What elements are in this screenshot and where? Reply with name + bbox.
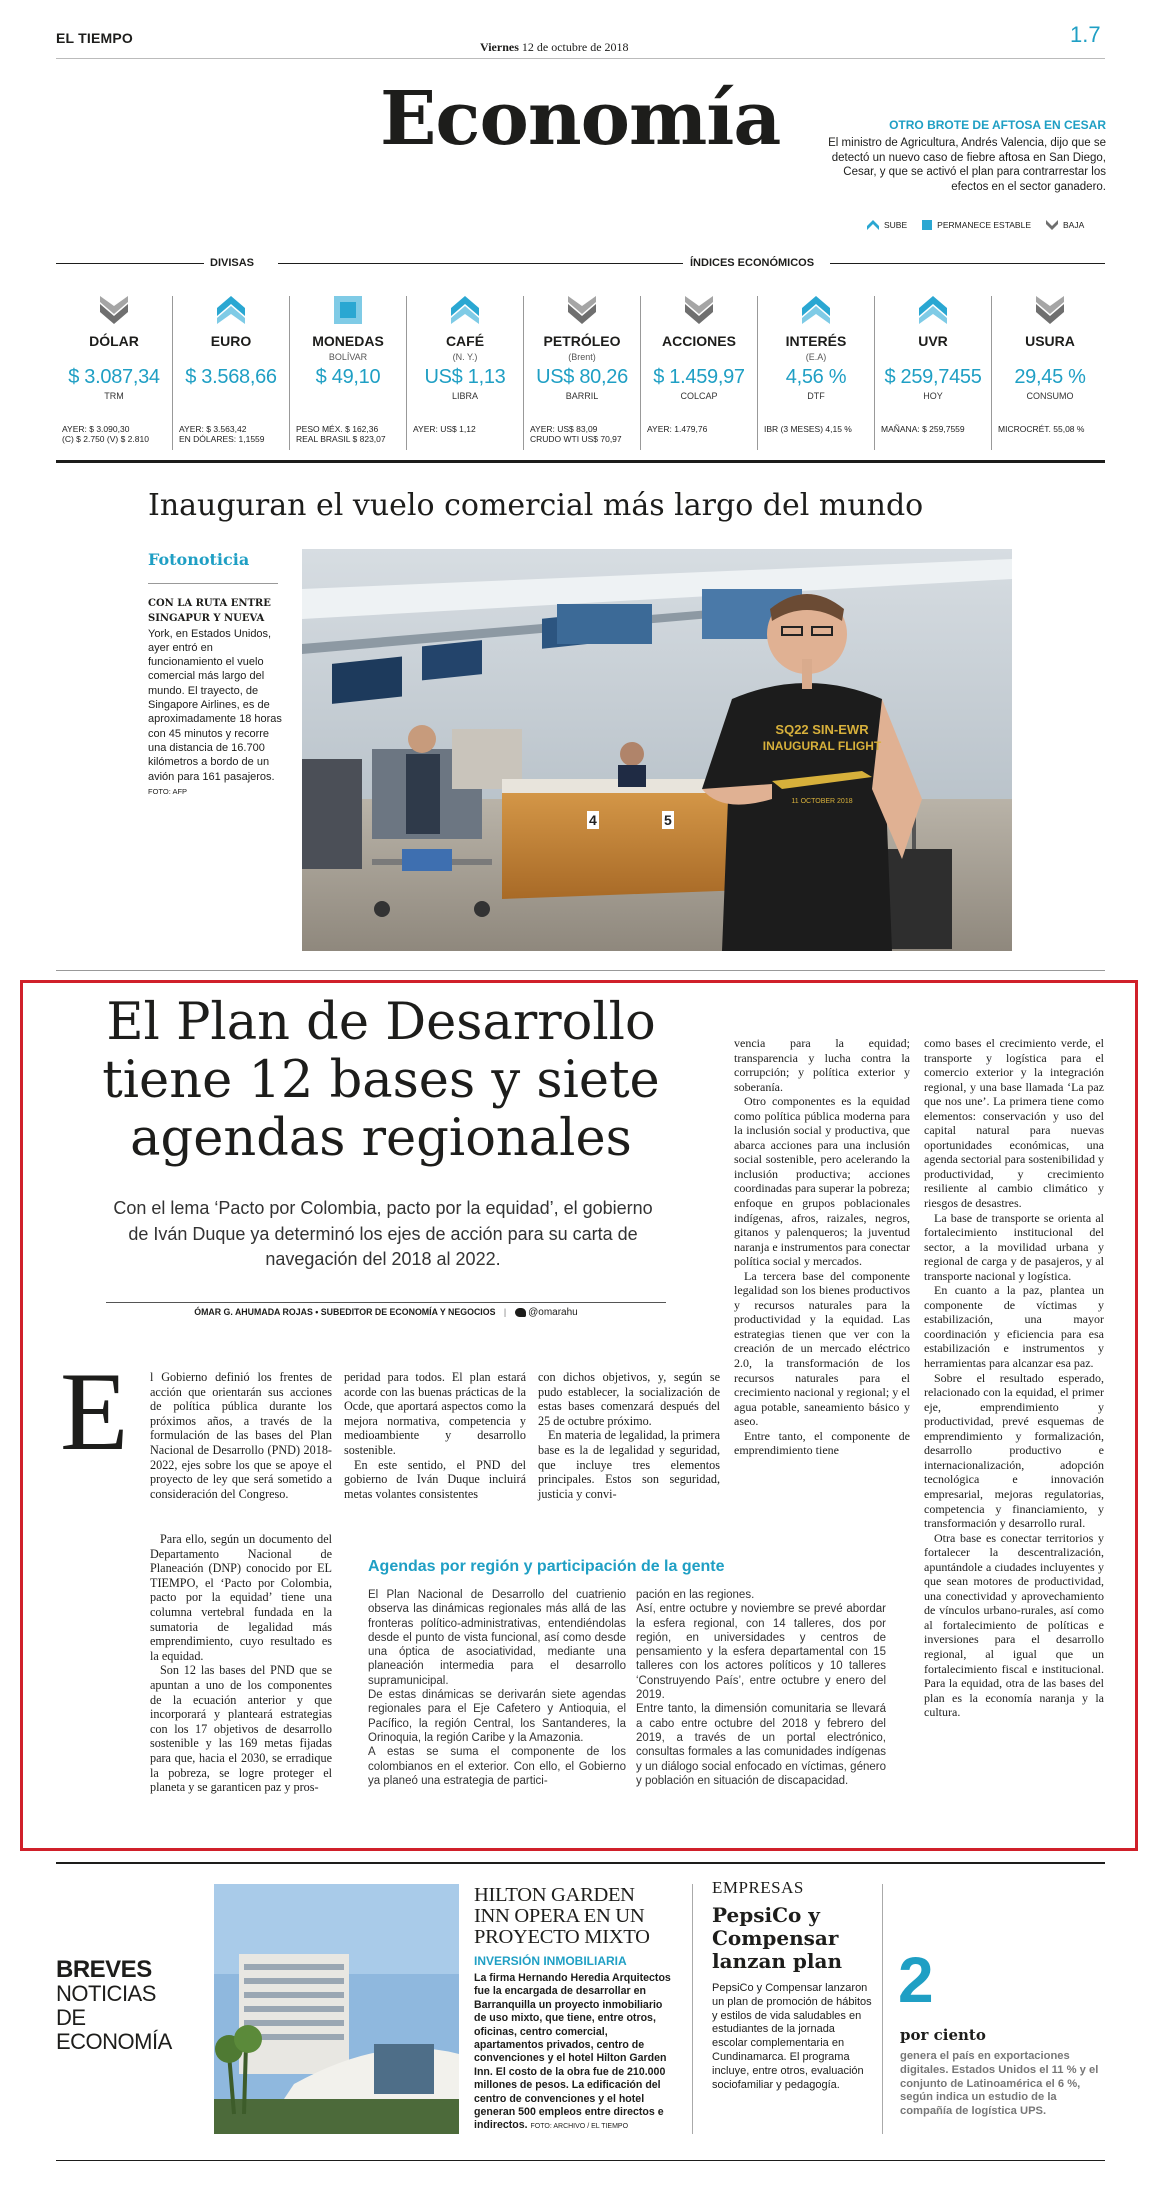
indicator-foot-line: MICROCRÉT. 55,08 % <box>998 424 1085 434</box>
hilton-title: HILTON GARDEN INN OPERA EN UN PROYECTO MIXTO <box>474 1884 650 1948</box>
indicator-foot <box>530 424 634 444</box>
counter-number-4: 4 <box>589 812 597 828</box>
indicator-3 <box>407 292 523 452</box>
col4-p1: vencia para la equidad; transparencia y lucha contra la corrupción; y política exterior y soberanía. <box>734 1036 910 1094</box>
main-col-1b <box>150 1532 332 1795</box>
main-col-5 <box>924 1036 1104 1720</box>
page-bottom-rule <box>56 2160 1105 2161</box>
indicator-foot-line: (C) $ 2.750 (V) $ 2.810 <box>62 434 149 444</box>
legend-up: SUBE <box>866 218 907 232</box>
hotel-building-image <box>214 1884 459 2134</box>
indicator-name: MONEDAS <box>312 333 384 349</box>
indicator-unit: DTF <box>807 391 825 401</box>
up-arrow-icon <box>917 294 949 326</box>
breves-bold: BREVES <box>56 1956 152 1983</box>
stable-square-icon <box>921 219 933 231</box>
stable-square-icon <box>333 295 363 325</box>
section-title: Economía <box>380 76 781 162</box>
indicator-sub: (Brent) <box>568 352 596 362</box>
indicator-foot-line: AYER: 1.479,76 <box>647 424 708 434</box>
col5-p1: como bases el crecimiento verde, el transporte y logística para el comercio exterior y la integración regional, y una base llamada ‘La paz que nos une’. La primera tiene como elementos: conservación y uso del capital natural para nuevas oportunidades económicas, una agenda sectorial para sostenibilidad y productividad, y crecimiento resiliente al cambio climático y riesgos de desastres. <box>924 1036 1104 1211</box>
caption-body: York, en Estados Unidos, ayer entró en funcionamiento el vuelo comercial más largo del mundo. El trayecto, de Singapore Airlines, es de aproximadamente 18 horas con 45 minutos y recorre una distancia de 16.700 kilómetros a bordo de un avión para 161 pasajeros. <box>148 627 282 783</box>
indicator-foot-line: AYER: US$ 1,12 <box>413 424 476 434</box>
trend-indicator <box>524 292 640 328</box>
indicator-sub <box>641 352 757 362</box>
sidebar-c1-p2: De estas dinámicas se derivarán siete agendas regionales para el Eje Cafetero y Antioquia, el Pacífico, la región Central, los Santanderes, la Orinoquia, la región Caribe y la Amazonia. <box>368 1689 626 1744</box>
group-divisas: DIVISAS <box>210 257 255 269</box>
shirt-text-line3: 11 OCTOBER 2018 <box>791 798 853 805</box>
indicator-separator <box>523 296 524 450</box>
pepsico-section: EMPRESAS <box>712 1878 804 1897</box>
header-rule <box>56 58 1105 59</box>
hilton-text <box>474 1972 676 2134</box>
indicator-sub: BOLÍVAR <box>328 352 368 362</box>
sidebar-c2-p3: Entre tanto, la dimensión comunitaria se llevará a cabo entre octubre del 2018 y febrero del 2019, a través de un portal electrónico, consultas formales a las comunidades indígenas y un diálogo social enfocado en víctimas, género y población en situación de discapacidad. <box>636 1703 886 1787</box>
indicator-1 <box>173 292 289 452</box>
photo-headline: Inauguran el vuelo comercial más largo del mundo <box>148 488 924 523</box>
indicators-bottom-rule <box>56 460 1105 463</box>
col3-p2: En materia de legalidad, la primera base es la de legalidad y seguridad, que incluye tres elementos principales. Estos son seguridad, justicia y convi- <box>538 1428 720 1501</box>
indicator-sub <box>173 352 289 362</box>
indicator-foot <box>881 424 985 434</box>
photo-label: Fotonoticia <box>148 550 250 569</box>
col2-p1: peridad para todos. El plan estará acorde con las buenas prácticas de la Ocde, que aportará aspectos como la mejora normativa, competencia y medioambiente y desarrollo sostenible. <box>344 1370 526 1457</box>
trend-indicator <box>875 292 991 328</box>
indicator-value: 4,56 % <box>785 366 847 388</box>
indicator-sub <box>875 352 991 362</box>
indicator-6 <box>758 292 874 452</box>
col1-p3: Son 12 las bases del PND que se apuntan a uno de los componentes de la ecuación anterior y que incorporará y planteará estrategias con los 17 objetivos de desarrollo sostenible y las 169 metas fijadas para que, hacia el 2030, se erradique la pobreza, se logre proteger el planeta y se garanticen paz y pros- <box>150 1663 332 1795</box>
indicator-foot <box>62 424 166 444</box>
trend-indicator <box>992 292 1108 328</box>
indicator-foot-line: AYER: $ 3.563,42 <box>179 424 247 434</box>
brief-top-text: El ministro de Agricultura, Andrés Valencia, dijo que se detectó un nuevo caso de fiebre aftosa en San Diego, Cesar, y que se activó el plan para contrarrestar los efectos en el sector ganadero. <box>828 137 1106 193</box>
page-number: 1.7 <box>1070 22 1101 47</box>
breves-sep-2 <box>882 1884 883 2134</box>
stat-number: 2 <box>898 1944 934 2016</box>
indicator-sub: (E.A) <box>805 352 827 362</box>
trend-indicator <box>173 292 289 328</box>
sidebar-c2-p1: pación en las regiones. <box>636 1589 755 1601</box>
indicator-sub <box>992 352 1108 362</box>
indicator-unit: TRM <box>104 391 124 401</box>
indicator-name: USURA <box>1025 333 1075 349</box>
indicator-separator <box>172 296 173 450</box>
col5-p3: En cuanto a la paz, plantea un componente de víctimas y estabilización, una mayor coordinación y eficiencia para esa estabilización e instrumentos y herramientas para alcanzar esa paz. <box>924 1283 1104 1371</box>
indicator-8 <box>992 292 1108 452</box>
indicator-name: INTERÉS <box>785 333 847 349</box>
indicator-name: UVR <box>918 333 948 349</box>
main-col-2 <box>344 1370 526 1501</box>
up-arrow-icon <box>866 218 880 232</box>
indicator-value: US$ 1,13 <box>424 366 506 388</box>
stat-unit: por ciento <box>900 2026 986 2044</box>
trend-indicator <box>56 292 172 328</box>
indicator-separator <box>289 296 290 450</box>
indicator-value: $ 3.568,66 <box>185 366 277 388</box>
indicator-separator <box>406 296 407 450</box>
indicator-sub: (N. Y.) <box>452 352 478 362</box>
indicator-foot <box>296 424 400 444</box>
pepsico-text: PepsiCo y Compensar lanzaron un plan de promoción de hábitos y estilos de vida saludables en estudiantes de la jornada escolar complementaria en Cundinamarca. El programa incluye, entre otros, evaluación sociofamiliar y pedagogía. <box>712 1982 872 2091</box>
indicator-unit: COLCAP <box>680 391 718 401</box>
trend-indicator <box>758 292 874 328</box>
indicator-2 <box>290 292 406 452</box>
airport-scene <box>302 549 1012 951</box>
down-arrow-icon <box>683 294 715 326</box>
byline-author: ÓMAR G. AHUMADA ROJAS • SUBEDITOR DE ECONOMÍA Y NEGOCIOS <box>194 1307 496 1317</box>
photo-label-rule <box>148 583 278 584</box>
date-day: Viernes <box>480 40 519 54</box>
col3-p1: con dichos objetivos, y, según se pudo establecer, la socialización de estas bases comenzará después del 25 de octubre próximo. <box>538 1370 720 1428</box>
indicator-7 <box>875 292 991 452</box>
down-arrow-icon <box>1034 294 1066 326</box>
sidebar-c1-p3: A estas se suma el componente de los colombianos en el exterior. Con ello, el Gobierno ya planeó una estrategia de partici- <box>368 1746 626 1787</box>
indicator-sub <box>56 352 172 362</box>
trend-indicator <box>641 292 757 328</box>
down-arrow-icon <box>1045 218 1059 232</box>
indicator-value: $ 259,7455 <box>884 366 982 388</box>
main-col-4 <box>734 1036 910 1458</box>
indicator-unit: BARRIL <box>565 391 599 401</box>
indicator-separator <box>991 296 992 450</box>
brief-top <box>824 118 1106 194</box>
sidebar-col-2 <box>636 1588 886 1788</box>
trend-indicator <box>290 292 406 328</box>
indicator-foot-line: CRUDO WTI US$ 70,97 <box>530 434 622 444</box>
byline-twitter[interactable]: @omarahu <box>528 1307 578 1318</box>
masthead: EL TIEMPO <box>56 30 133 46</box>
indicator-5 <box>641 292 757 452</box>
photo-bottom-rule <box>56 970 1105 971</box>
col4-p3: La tercera base del componente legalidad son los bienes productivos y recursos naturales para la productividad y la equidad. Las estrategias tienen que ver con la creación de un mercado eléctrico 2.0, la transformación de los recursos naturales para el crecimiento nacional y regional; y el agua potable, saneamiento básico y aseo. <box>734 1268 910 1429</box>
indicator-foot-line: AYER: $ 3.090,30 <box>62 424 130 434</box>
main-headline: El Plan de Desarrollo tiene 12 bases y siete agendas regionales <box>102 993 660 1168</box>
trend-legend <box>866 218 1084 232</box>
legend-down: BAJA <box>1045 218 1084 232</box>
divisas-rule-right <box>278 263 683 264</box>
up-arrow-icon <box>449 294 481 326</box>
photo-caption <box>148 596 290 799</box>
indicator-separator <box>757 296 758 450</box>
airport-photo <box>302 549 1012 951</box>
group-indices: ÍNDICES ECONÓMICOS <box>690 257 815 269</box>
indicator-separator <box>640 296 641 450</box>
indicator-foot <box>179 424 283 444</box>
hilton-credit: FOTO: ARCHIVO / EL TIEMPO <box>530 2123 629 2131</box>
byline: ÓMAR G. AHUMADA ROJAS • SUBEDITOR DE ECONOMÍA Y NEGOCIOS | @omarahu <box>194 1307 578 1318</box>
indicator-name: DÓLAR <box>89 333 139 349</box>
stat-text: genera el país en exportaciones digitales. Estados Unidos el 11 % y el conjunto de Latinoamérica el 6 %, según indica un estudio de la compañía de logística UPS. <box>900 2050 1099 2118</box>
counter-number-5: 5 <box>664 812 672 828</box>
indicator-separator <box>874 296 875 450</box>
indicator-value: $ 49,10 <box>315 366 381 388</box>
page-date <box>480 40 629 55</box>
pepsico-title: PepsiCo y Compensar lanzan plan <box>712 1903 842 1973</box>
main-col-3 <box>538 1370 720 1501</box>
sidebar-title: Agendas por región y participación de la gente <box>368 1558 725 1575</box>
indicator-value: $ 1.459,97 <box>653 366 745 388</box>
indicator-4 <box>524 292 640 452</box>
indicator-foot-line: AYER: US$ 83,09 <box>530 424 598 434</box>
breves-sep-1 <box>692 1884 693 2134</box>
col1-p2: Para ello, según un documento del Departamento Nacional de Planeación (DNP) conocido por EL TIEMPO, el ‘Pacto por Colombia, pacto por la equidad’ tiene una columna vertebral fundada en la sumatoria de legalidad más emprendimiento, cuyo resultado es la equidad. <box>150 1532 332 1663</box>
divisas-rule-left <box>56 263 204 264</box>
up-arrow-icon <box>800 294 832 326</box>
indicator-foot-line: REAL BRASIL $ 823,07 <box>296 434 386 444</box>
indicator-foot <box>764 424 868 434</box>
caption-lead: CON LA RUTA ENTRE SINGAPUR Y NUEVA <box>148 598 271 625</box>
up-arrow-icon <box>215 294 247 326</box>
indices-rule <box>830 263 1105 264</box>
hilton-kicker: INVERSIÓN INMOBILIARIA <box>474 1954 627 1968</box>
col5-p5: Otra base es conectar territorios y fortalecer la descentralización, apuntándole a ciudades incluyentes y que sean motores de productividad, una conectividad y aprovechamiento de vínculos urbano-rurales, así como al fortalecimiento de políticas e inversiones para el desarrollo regional, al igual que un fortalecimiento fiscal e institucional. Para la equidad, otra de las bases del plan es la economía naranja y la cultura. <box>924 1530 1104 1720</box>
indicator-name: ACCIONES <box>662 333 736 349</box>
twitter-icon <box>515 1308 526 1317</box>
shirt-text-line2: INAUGURAL FLIGHT <box>762 739 882 753</box>
col1-p1: l Gobierno definió los frentes de acción que orientarán sus acciones de política pública durante los próximos años, a través de la formulación de las bases del Plan Nacional de Desarrollo (PND) 2018-2022, ejes sobre los que se apoye el proyecto de ley que será sometido a consideración del Congreso. <box>150 1370 332 1501</box>
indicator-value: $ 3.087,34 <box>68 366 160 388</box>
breves-line2: NOTICIAS DE <box>56 1981 156 2030</box>
indicator-name: PETRÓLEO <box>543 333 621 349</box>
indicator-value: US$ 80,26 <box>536 366 628 388</box>
main-col-1 <box>150 1370 332 1501</box>
legend-stable: PERMANECE ESTABLE <box>921 219 1031 231</box>
indicator-foot-line: IBR (3 MESES) 4,15 % <box>764 424 852 434</box>
col5-p4: Sobre el resultado esperado, relacionado con la equidad, el primer eje, emprendimiento y productividad, prevé esquemas de emprendimiento y formalización, desarrollo productivo e internacionalización, adopción tecnológica e innovación empresarial, mejoras regulatorias, competencia y financiamiento, y transformación y desarrollo rural. <box>924 1370 1104 1531</box>
breves-line3: ECONOMÍA <box>56 2029 172 2054</box>
indicator-unit: CONSUMO <box>1026 391 1074 401</box>
byline-rule <box>106 1302 666 1303</box>
indicator-value: 29,45 % <box>1014 366 1086 388</box>
shirt-text-line1: SQ22 SIN-EWR <box>775 722 869 737</box>
indicator-foot <box>998 424 1102 434</box>
indicator-unit: HOY <box>923 391 943 401</box>
indicator-foot-line: PESO MÉX. $ 162,36 <box>296 424 379 434</box>
breves-top-rule <box>56 1862 1105 1864</box>
hilton-photo <box>214 1884 459 2134</box>
caption-credit: FOTO: AFP <box>148 786 188 796</box>
indicator-unit: LIBRA <box>451 391 478 401</box>
breves-label <box>56 1958 186 2054</box>
indicator-foot <box>413 424 517 434</box>
col5-p2: La base de transporte se orienta al fortalecimiento institucional del sector, a la movilidad urbana y regional de carga y de pasajeros, y al transporte nacional y logística. <box>924 1210 1104 1283</box>
col4-p2: Otro componentes es la equidad como política pública moderna para la inclusión social y productiva, que abarca acciones para una inclusión social sostenible, pero acelerando la inclusión productiva; acciones coordinadas para superar la pobreza; enfoque en grupos poblacionales indígenas, afros, raizales, negros, gitanos y palenqueros; la juventud naranja e instrumentos para conectar política social y mercados. <box>734 1094 910 1269</box>
col4-p4: Entre tanto, el componente de emprendimiento tiene <box>734 1428 910 1458</box>
down-arrow-icon <box>566 294 598 326</box>
indicator-0 <box>56 292 172 452</box>
indicator-foot-line: MAÑANA: $ 259,7559 <box>881 424 965 434</box>
sidebar-c2-p2: Así, entre octubre y noviembre se prevé abordar la esfera regional, con 14 talleres, dos por región, en universidades y centros de pensamiento y la esfera departamental con 15 talleres con los actores políticos y 10 talleres ‘Construyendo País’, entre octubre y enero del 2019. <box>636 1603 886 1702</box>
indicator-name: CAFÉ <box>445 333 485 349</box>
sidebar-c1-p1: El Plan Nacional de Desarrollo del cuatrienio observa las dinámicas regionales más allá de las fronteras político-administrativas, entendiéndolas desde el punto de vista funcional, así como desde una óptica de asociatividad, mediante una planeación intermedia para el desarrollo supramunicipal. <box>368 1589 626 1687</box>
sidebar-col-1 <box>368 1588 626 1788</box>
indicator-foot <box>647 424 751 434</box>
col2-p2: En este sentido, el PND del gobierno de Iván Duque incluirá metas volantes consistentes <box>344 1457 526 1501</box>
date-rest: 12 de octubre de 2018 <box>521 40 629 54</box>
down-arrow-icon <box>98 294 130 326</box>
indicator-foot-line: EN DÓLARES: 1,1559 <box>179 434 265 444</box>
drop-cap: E <box>60 1350 129 1474</box>
brief-top-title: OTRO BROTE DE AFTOSA EN CESAR <box>889 118 1106 132</box>
hilton-body: La firma Hernando Heredia Arquitectos fue la encargada de desarrollar en Barranquilla un proyecto inmobiliario de uso mixto, que tiene, entre otros, oficinas, centro comercial, apartamentos privados, centro de convenciones y el hotel Hilton Garden Inn. El costo de la obra fue de 210.000 millones de pesos. La edificación del centro de convenciones y el hotel generan 500 empleos entre directos e indirectos. <box>474 1972 671 2132</box>
indicator-name: EURO <box>210 333 252 349</box>
main-deck: Con el lema ‘Pacto por Colombia, pacto por la equidad’, el gobierno de Iván Duque ya determinó los ejes de acción para su carta de navegación del 2018 al 2022. <box>113 1198 653 1269</box>
trend-indicator <box>407 292 523 328</box>
